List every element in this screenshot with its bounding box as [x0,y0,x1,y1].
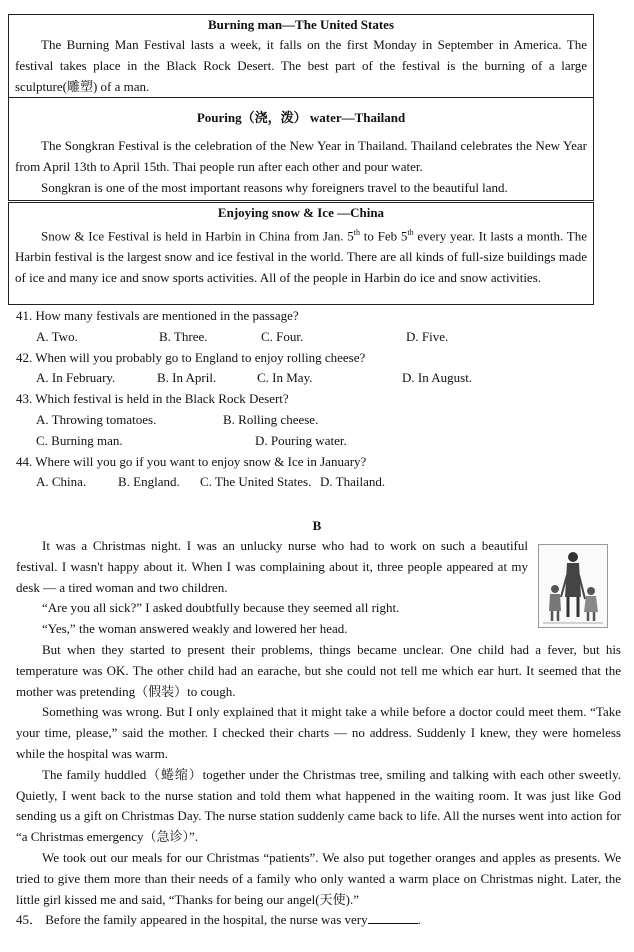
question-options [16,431,616,452]
option[interactable]: C. Four. [261,328,304,344]
story-paragraph: The family huddled（蜷缩）together under the Christmas tree, smiling and talking with each other sweetly. Quietly, I went back to the nurse station and told them what happened in the waiting room. It was just like God sending us a gift on Christmas Day. The nurse station suddenly came back to life. All the nurses went into action for “a Christmas emergency（急诊）”. [16,766,621,845]
option[interactable]: A. China. [36,474,87,490]
question-stem: 42. When will you probably go to England to enjoy rolling cheese? [16,349,366,365]
option[interactable]: D. In August. [402,370,473,386]
option[interactable]: D. Thailand. [320,474,386,490]
option[interactable]: B. Rolling cheese. [223,411,319,427]
festival-box-burning-man [8,14,594,98]
festival-box-harbin [8,202,594,305]
question-options [16,410,616,431]
festival-paragraph: Snow & Ice Festival is held in Harbin in China from Jan. 5th to Feb 5th every year. It lasts a month. The Harbin festival is the largest snow and ice festival in the world. There are all kinds of full-size buildings made of ice and many ice and snow sports activities. All of the people in Harbin do ice and snow activities. [15,228,587,285]
question-stem: 43. Which festival is held in the Black Rock Desert? [16,391,289,407]
question-45-stem: 45． Before the family appeared in the hospital, the nurse was very [16,912,368,928]
answer-blank[interactable] [368,911,418,924]
option[interactable]: A. In February. [36,370,116,386]
question-stem: 44. Where will you go if you want to enjoy snow & Ice in January? [16,453,367,469]
option[interactable]: B. Three. [159,328,208,344]
option[interactable]: B. In April. [157,370,217,386]
question-options [16,368,616,389]
question-options [16,472,616,493]
option[interactable]: C. Burning man. [36,432,123,448]
option[interactable]: D. Five. [406,328,449,344]
story-paragraph: “Yes,” the woman answered weakly and lowered her head. [42,621,348,637]
festival-box-songkran [8,97,594,201]
question-45: 45． Before the family appeared in the hospital, the nurse was very . [16,912,421,928]
option[interactable]: B. England. [118,474,180,490]
question-stem: 41. How many festivals are mentioned in the passage? [16,308,299,323]
question-options [16,327,616,348]
option[interactable]: C. In May. [257,370,313,386]
story-paragraph: We took out our meals for our Christmas “patients”. We also put together oranges and apples as presents. We tried to give them more than their needs of a family who only wanted a warm place on Christmas night. Later, the little girl kissed me and said, “Thanks for being our angel(天使).” [16,849,621,907]
section-b-heading: B [312,518,322,533]
option[interactable]: C. The United States. [200,474,312,490]
story-paragraph: But when they started to present their problems, things became unclear. One child had a fever, but his temperature was OK. The other child had an earache, but she could not tell me which ear hurt. It seemed that the mother was pretending（假装）to cough. [16,641,621,699]
story-paragraph: It was a Christmas night. I was an unlucky nurse who had to work on such a beautiful festival. I wasn't happy about it. When I was complaining about it, three people appeared at my desk — a tired woman and two children. [16,538,528,595]
festival-paragraph: The Songkran Festival is the celebration of the New Year in Thailand. Thailand celebrates the New Year from April 13th to April 15th. Thai people run after each other and pour water. [15,138,587,174]
festival-title: Enjoying snow & Ice —China [217,205,385,220]
option[interactable]: D. Pouring water. [255,432,347,448]
option[interactable]: A. Throwing tomatoes. [36,411,157,427]
story-paragraph: Something was wrong. But I only explained that it might take a while before a doctor could meet them. “Take your time, please,” said the mother. I checked their charts — no address. Suddenly I knew, they were homeless while the hospital was warm. [16,704,621,761]
option[interactable]: A. Two. [36,328,78,344]
festival-paragraph: The Burning Man Festival lasts a week, it falls on the first Monday in September in America. The festival takes place in the Black Rock Desert. The best part of the festival is the burning of a large sculpture(雕塑) of a man. [15,37,587,94]
question-list [16,306,616,493]
festival-title: Pouring（浇，泼） water—Thailand [196,110,406,125]
story-text [16,536,621,931]
festival-paragraph: Songkran is one of the most important reasons why foreigners travel to the beautiful land. [41,179,508,195]
story-paragraph: “Are you all sick?” I asked doubtfully because they seemed all right. [42,600,400,616]
festival-title: Burning man—The United States [208,17,394,32]
